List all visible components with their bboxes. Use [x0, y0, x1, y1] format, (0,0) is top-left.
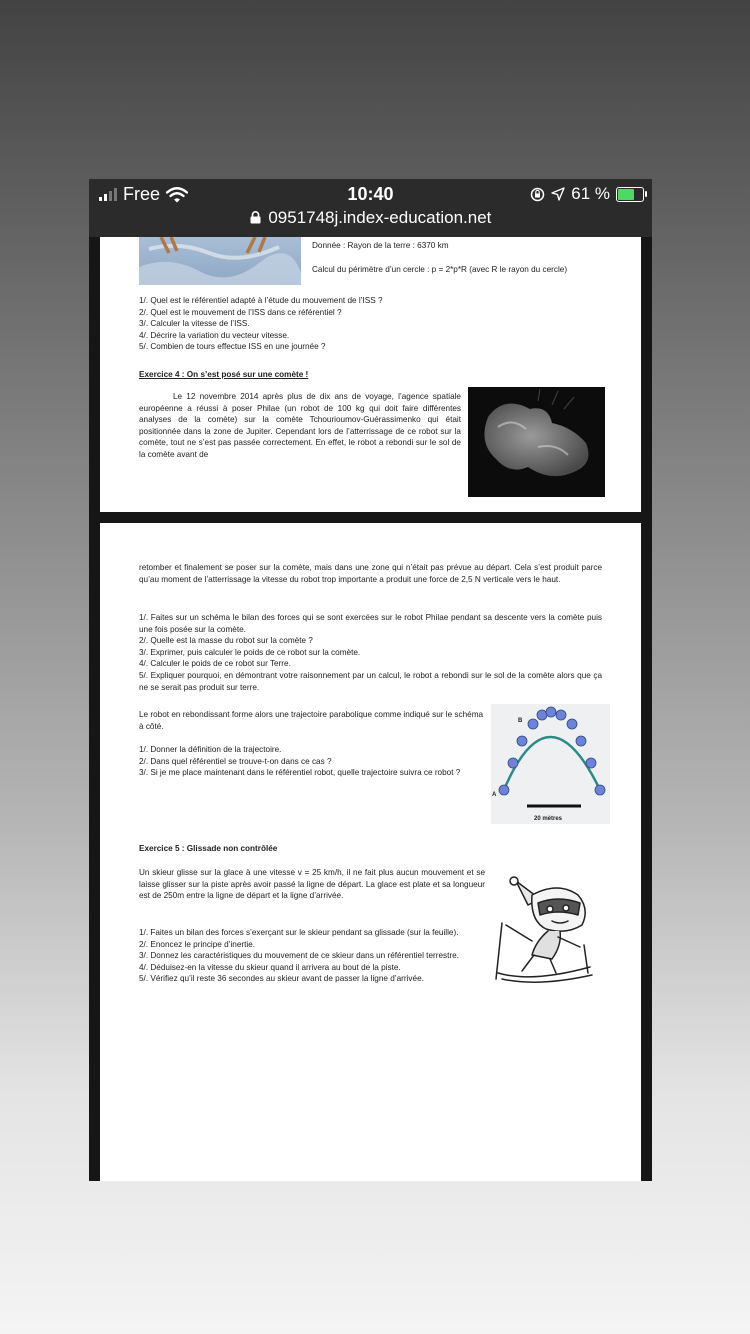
question-item: 4/. Calculer le poids de ce robot sur Terre. [139, 659, 291, 669]
iss-photo [139, 237, 301, 285]
question-item: 1/. Quel est le référentiel adapté à l’étude du mouvement de l’ISS ? [139, 296, 383, 305]
clock: 10:40 [347, 184, 394, 204]
question-item: 5/. Combien de tours effectue ISS en une journée ? [139, 342, 326, 352]
question-item: 5/. Vérifiez qu’il reste 36 secondes au skieur avant de passer la ligne d’arrivée. [139, 974, 424, 984]
question-item: 2/. Quel est le mouvement de l’ISS dans ce référentiel ? [139, 307, 342, 317]
lock-icon [250, 211, 261, 224]
donnee-text: Donnée : Rayon de la terre : 6370 km [312, 241, 449, 250]
scale-label: 20 mètres [534, 816, 563, 822]
exercice-5-title: Exercice 5 : Glissade non contrôlée [139, 844, 278, 853]
trajectoire-intro: Le robot en rebondissant forme alors une trajectoire parabolique comme indiqué sur le schéma à côté. [139, 710, 484, 731]
question-item: 1/. Donner la définition de la trajectoire. [139, 745, 282, 754]
trajectoire-questions [139, 744, 484, 779]
question-item: 3/. Donnez les caractéristiques du mouvement de ce skieur dans un référentiel terrestre. [139, 951, 459, 961]
exercice-4-title: Exercice 4 : On s’est posé sur une comète ! [139, 370, 309, 379]
question-item: 3/. Si je me place maintenant dans le référentiel robot, quelle trajectoire suivra ce robot ? [139, 768, 461, 778]
status-right [530, 184, 644, 204]
formule-text: Calcul du périmètre d’un cercle : p = 2*p*R (avec R le rayon du cercle) [312, 265, 568, 274]
question-item: 5/. Expliquer pourquoi, en démontrant votre raisonnement par un calcul, le robot a rebondi sur le sol de la comète alors que ça ne se serait pas produit sur terre. [139, 670, 602, 692]
question-item: 2/. Dans quel référentiel se trouve-t-on dans ce cas ? [139, 756, 332, 766]
point-a-label: A [492, 792, 497, 798]
exercice-4-text: Le 12 novembre 2014 après plus de dix ans de voyage, l’agence spatiale européenne a réussi à poser Philae (un robot de 100 kg qui doit faire différentes analyses de la comète) sur la comète Tchourioumov-Guérassimenko qui était positionnée dans la zone de Jupiter. Cependant lors de l’atterrissage de ce robot sur la comète, tout ne s’est pas passée correctement. En effet, le robot a rebondi sur le sol de la comète avant de [139, 392, 461, 459]
continuation-text: retomber et finalement se poser sur la comète, mais dans une zone qui n’était pas prévue au départ. Cela s’est produit parce qu’au moment de l’atterrissage la vitesse du robot trop importante a produit une force de 2,5 N verticale vers le haut. [139, 563, 602, 584]
status-bar [89, 179, 652, 237]
orientation-lock-icon [530, 187, 545, 202]
exercice-5-text: Un skieur glisse sur la glace à une vitesse v = 25 km/h, il ne fait plus aucun mouvement et se laisse glisser sur la piste après avoir passé la ligne de départ. La glace est plate et sa longueur est de 250m entre la ligne de départ et la ligne d’arrivée. [139, 868, 485, 901]
url-text: 0951748j.index-education.net [268, 208, 492, 227]
address-bar[interactable] [89, 208, 652, 228]
battery-percent: 61 % [571, 184, 610, 203]
location-arrow-icon [551, 187, 565, 201]
document-page-1 [100, 237, 641, 512]
document-page-2 [100, 523, 641, 1181]
question-item: 1/. Faites un bilan des forces s’exerçant sur le skieur pendant sa glissade (sur la feuille). [139, 928, 459, 937]
question-item: 2/. Enoncez le principe d’inertie. [139, 939, 256, 949]
carrier-label: Free [123, 184, 161, 204]
trajectory-diagram [491, 704, 610, 824]
question-item: 4/. Décrire la variation du vecteur vitesse. [139, 330, 290, 340]
question-item: 4/. Déduisez-en la vitesse du skieur quand il arrivera au bout de la piste. [139, 962, 401, 972]
comet-photo [468, 387, 605, 497]
question-item: 2/. Quelle est la masse du robot sur la comète ? [139, 636, 313, 646]
question-item: 3/. Exprimer, puis calculer le poids de ce robot sur la comète. [139, 647, 361, 657]
question-item: 1/. Faites sur un schéma le bilan des forces qui se sont exercées sur le robot Philae pendant sa descente vers la comète puis une fois posée sur la comète. [139, 613, 602, 634]
iss-questions [139, 295, 609, 353]
phone-screen [89, 179, 652, 1181]
robot-questions [139, 612, 602, 693]
skier-illustration [492, 875, 596, 987]
battery-icon [616, 187, 644, 202]
question-item: 3/. Calculer la vitesse de l’ISS. [139, 319, 250, 329]
skieur-questions [139, 927, 485, 985]
point-b-label: B [518, 718, 523, 724]
